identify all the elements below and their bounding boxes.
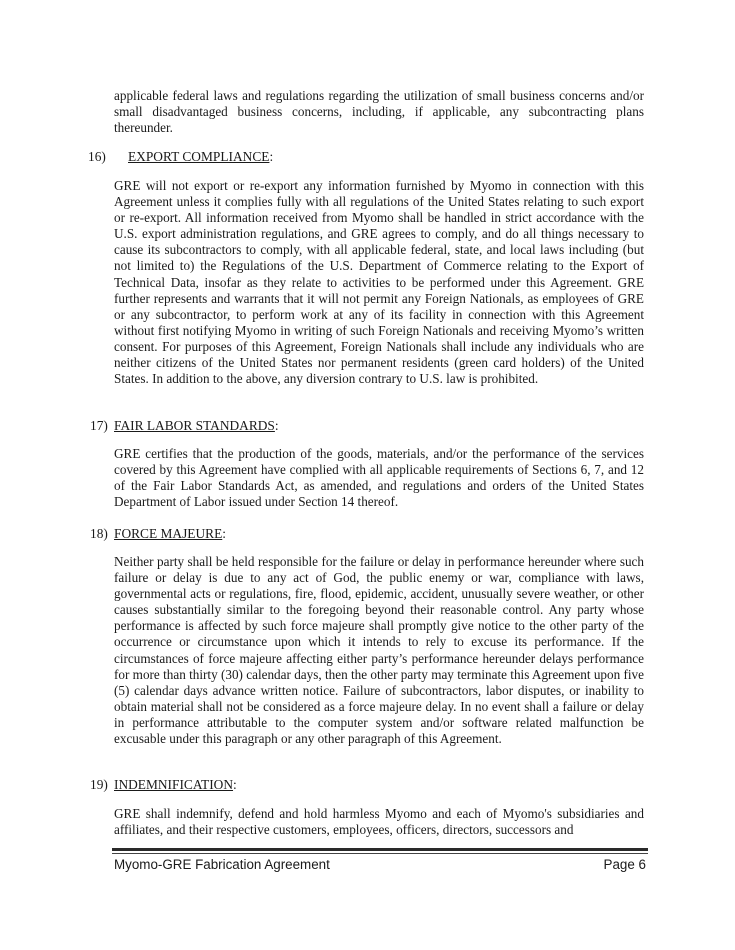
section-16-title: EXPORT COMPLIANCE xyxy=(128,149,270,164)
section-17-title: FAIR LABOR STANDARDS xyxy=(114,418,275,433)
paragraph-15-continued: applicable federal laws and regulations regarding the utilization of small business concerns and/or small disadvantaged business concerns, including, if applicable, any subcontracting plans thereunder. xyxy=(114,88,644,136)
section-18-number: 18) xyxy=(90,526,108,541)
section-18-colon: : xyxy=(222,526,226,541)
section-17-colon: : xyxy=(274,418,279,433)
section-18-heading xyxy=(90,526,226,542)
footer-rule-thin xyxy=(112,853,648,854)
section-17-heading xyxy=(90,418,279,434)
footer-document-name: Myomo-GRE Fabrication Agreement xyxy=(114,857,330,872)
section-17-number: 17) xyxy=(90,418,108,433)
paragraph-16-export-compliance: GRE will not export or re-export any information furnished by Myomo in connection with this Agreement unless it complies fully with all regulations of the United States relating to such export or re-export. All information received from Myomo shall be handled in strict accordance with the U.S. export administration regulations, and GRE agrees to comply, and do all things necessary to cause its subcontractors to comply, with all applicable federal, state, and local laws including (but not limited to) the Regulations of the U.S. Department of Commerce relating to the Export of Technical Data, insofar as they relate to activities to be performed under this Agreement. GRE further represents and warrants that it will not permit any Foreign Nationals, as employees of GRE or any subcontractor, to perform work at any of its facility in connection with this Agreement without first notifying Myomo in writing of such Foreign Nationals and receiving Myomo’s written consent. For purposes of this Agreement, Foreign Nationals shall include any individuals who are neither citizens of the United States nor permanent residents (green card holders) of the United States. In addition to the above, any diversion contrary to U.S. law is prohibited. xyxy=(114,178,644,387)
section-19-heading xyxy=(90,777,237,793)
section-16-number: 16) xyxy=(88,149,106,164)
footer-rule-thick xyxy=(112,848,648,851)
section-19-number: 19) xyxy=(90,777,108,792)
paragraph-18-force-majeure: Neither party shall be held responsible for the failure or delay in performance hereunder where such failure or delay is due to any act of God, the public enemy or war, compliance with laws, governmental acts or regulations, fire, flood, epidemic, accident, unusually severe weather, or other causes substantially similar to the foregoing beyond their reasonable control. Any party whose performance is affected by such force majeure shall promptly give notice to the other party of the occurrence or circumstance upon which it intends to rely to excuse its performance. If the circumstances of force majeure affecting either party’s performance hereunder delays performance for more than thirty (30) calendar days, then the other party may terminate this Agreement upon five (5) calendar days advance written notice. Failure of subcontractors, labor disputes, or inability to obtain material shall not be considered as a force majeure delay. In no event shall a failure or delay in performance attributable to the computer system and/or software related malfunction be excusable under this paragraph or any other paragraph of this Agreement. xyxy=(114,554,644,747)
section-18-title: FORCE MAJEURE xyxy=(114,526,223,541)
paragraph-17-fair-labor: GRE certifies that the production of the goods, materials, and/or the performance of the services covered by this Agreement have complied with all applicable requirements of Sections 6, 7, and 12 of the Fair Labor Standards Act, as amended, and regulations and orders of the United States Department of Labor issued under Section 14 thereof. xyxy=(114,446,644,510)
section-19-title: INDEMNIFICATION xyxy=(114,777,234,792)
section-16-heading xyxy=(88,149,273,165)
section-16-colon: : xyxy=(269,149,274,164)
footer-page-number: Page 6 xyxy=(603,857,646,872)
section-19-colon: : xyxy=(233,777,237,792)
paragraph-19-indemnification: GRE shall indemnify, defend and hold harmless Myomo and each of Myomo's subsidiaries and affiliates, and their respective customers, employees, officers, directors, successors and xyxy=(114,806,644,838)
